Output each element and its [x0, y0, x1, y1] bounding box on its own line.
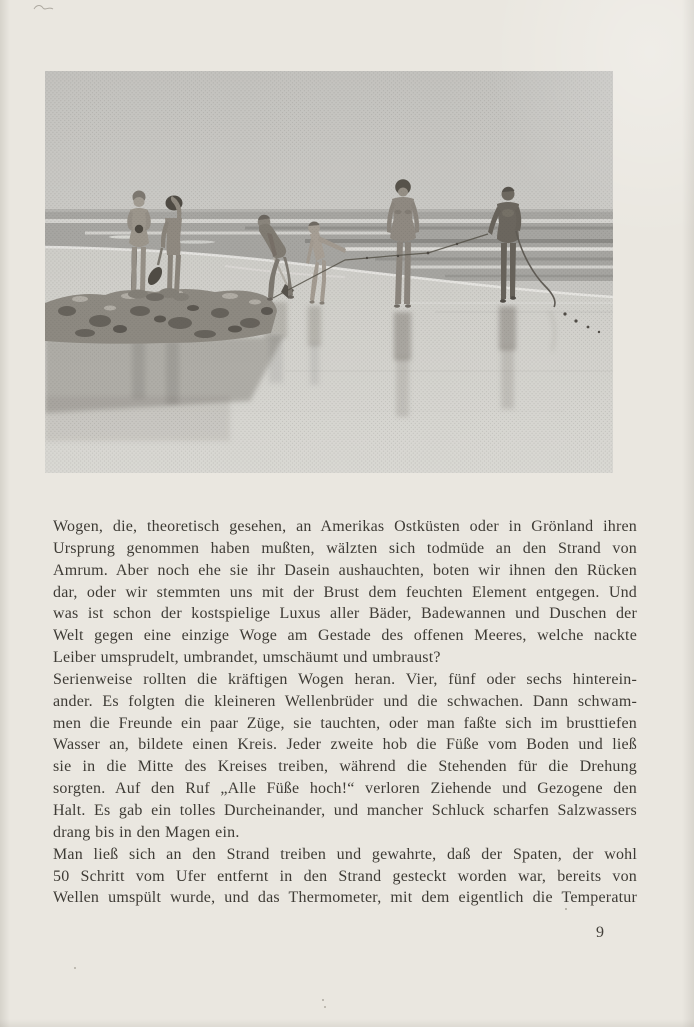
pencil-mark: [33, 3, 55, 13]
text-line: Leiber umsprudelt, umbrandet, umschäumt und umbraust?: [53, 649, 441, 667]
page-edge-shadow-right: [682, 0, 694, 1027]
halftone-overlay: [45, 71, 613, 473]
text-line: sie in die Mitte des Kreises treiben, während die Stehenden für die Drehung: [53, 758, 637, 776]
scan-speck: [565, 908, 567, 910]
text-line: Ursprung genommen haben mußten, wälzten sich todmüde an den Strand von: [53, 539, 637, 557]
text-line: sorgten. Auf den Ruf „Alle Füße hoch!“ verloren Ziehende und Gezogene den: [53, 780, 637, 798]
page-number: 9: [596, 924, 605, 941]
page-edge-shadow-left: [0, 0, 10, 1027]
text-line: Wellen umspült wurde, und das Thermometer, mit dem eigentlich die Temperatur: [53, 889, 637, 907]
text-line: was ist schon der kostspielige Luxus aller Bäder, Badewannen und Duschen der: [53, 605, 637, 623]
text-line: Serienweise rollten die kräftigen Wogen heran. Vier, fünf oder sechs hinterein-: [53, 670, 637, 688]
body-text: [53, 516, 637, 909]
text-line: men die Freunde ein paar Züge, sie tauchten, oder man faßte sich im brusttiefen: [53, 714, 637, 732]
paragraph-1: [53, 516, 637, 669]
beach-photograph-drawing: [45, 71, 613, 473]
text-line: Wasser an, bildete einen Kreis. Jeder zweite hob die Füße vom Boden und ließ: [53, 736, 637, 754]
text-line: Halt. Es gab ein tolles Durcheinander, und mancher Schluck scharfen Salzwassers: [53, 801, 637, 819]
text-line: drang bis in den Magen ein.: [53, 823, 240, 841]
text-line: Man ließ sich an den Strand treiben und gewahrte, daß der Spaten, der wohl: [53, 845, 637, 863]
text-line: Wogen, die, theoretisch gesehen, an Amerikas Ostküsten oder in Grönland ihren: [53, 518, 637, 535]
scan-speck: [74, 967, 76, 969]
text-line: 50 Schritt vom Ufer entfernt in den Strand gesteckt worden war, bereits von: [53, 867, 637, 885]
text-line: ander. Es folgten die kleineren Wellenbrüder und die schwachen. Dann schwam-: [53, 692, 637, 710]
beach-photograph: [45, 71, 613, 473]
text-line: Amrum. Aber noch ehe sie ihr Dasein aushauchten, boten wir ihnen den Rücken: [53, 561, 637, 579]
scan-speck: [322, 999, 324, 1001]
text-line: Welt gegen eine einzige Woge am Gestade des offenen Meeres, welche nackte: [53, 627, 637, 645]
text-line: dar, oder wir stemmten uns mit der Brust dem feuchten Element entgegen. Und: [53, 583, 637, 601]
scan-speck: [324, 1006, 326, 1008]
page-edge-shadow-bottom: [0, 1019, 694, 1027]
paragraph-3: [53, 844, 637, 910]
paragraph-2: [53, 669, 637, 844]
